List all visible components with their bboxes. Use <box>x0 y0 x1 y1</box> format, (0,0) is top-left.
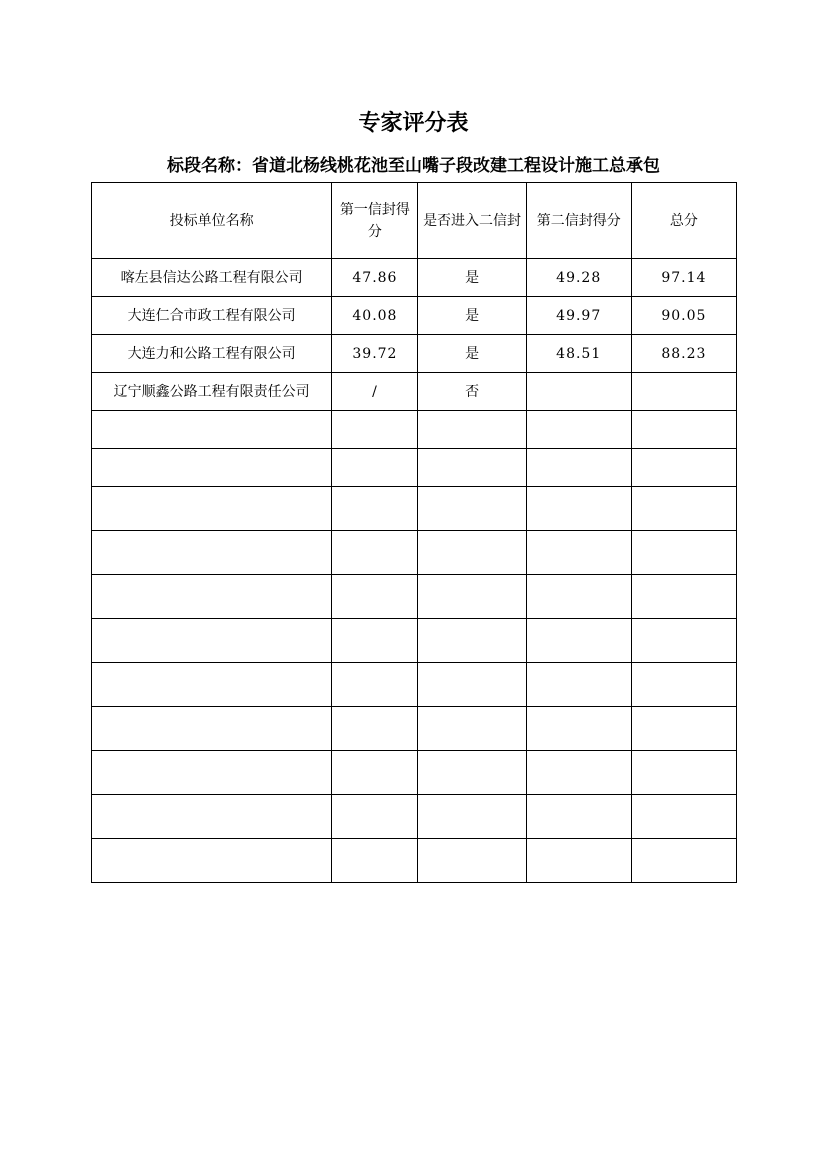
empty-cell <box>631 411 736 449</box>
empty-table-row <box>92 839 737 883</box>
second-score-cell: 49.97 <box>526 297 631 335</box>
score-table <box>91 182 737 883</box>
empty-cell <box>526 487 631 531</box>
empty-table-row <box>92 663 737 707</box>
empty-cell <box>418 663 526 707</box>
empty-cell <box>332 531 418 575</box>
empty-cell <box>631 663 736 707</box>
empty-cell <box>631 531 736 575</box>
empty-cell <box>418 487 526 531</box>
first-score-cell: 47.86 <box>332 259 418 297</box>
empty-cell <box>418 575 526 619</box>
empty-cell <box>526 619 631 663</box>
empty-cell <box>332 751 418 795</box>
empty-cell <box>631 487 736 531</box>
empty-cell <box>92 619 332 663</box>
empty-cell <box>631 707 736 751</box>
header-bidder-name: 投标单位名称 <box>92 183 332 259</box>
empty-cell <box>92 531 332 575</box>
empty-cell <box>418 839 526 883</box>
empty-cell <box>332 411 418 449</box>
table-row <box>92 335 737 373</box>
empty-table-row <box>92 449 737 487</box>
section-name: 标段名称：省道北杨线桃花池至山嘴子段改建工程设计施工总承包 <box>167 156 660 176</box>
empty-cell <box>92 663 332 707</box>
first-score-cell: 40.08 <box>332 297 418 335</box>
empty-cell <box>92 411 332 449</box>
table-row <box>92 259 737 297</box>
second-score-cell <box>526 373 631 411</box>
empty-table-row <box>92 619 737 663</box>
bidder-name-cell: 大连力和公路工程有限公司 <box>92 335 332 373</box>
empty-cell <box>526 751 631 795</box>
enter-second-cell: 是 <box>418 335 526 373</box>
empty-table-row <box>92 411 737 449</box>
empty-cell <box>526 411 631 449</box>
empty-cell <box>526 449 631 487</box>
enter-second-cell: 否 <box>418 373 526 411</box>
empty-cell <box>332 575 418 619</box>
empty-cell <box>526 575 631 619</box>
empty-cell <box>332 449 418 487</box>
empty-cell <box>631 575 736 619</box>
empty-table-row <box>92 751 737 795</box>
empty-cell <box>631 449 736 487</box>
empty-cell <box>631 839 736 883</box>
empty-table-row <box>92 707 737 751</box>
empty-cell <box>526 663 631 707</box>
empty-cell <box>332 839 418 883</box>
total-score-cell: 88.23 <box>631 335 736 373</box>
empty-cell <box>631 751 736 795</box>
table-header-row <box>92 183 737 259</box>
empty-table-row <box>92 575 737 619</box>
empty-cell <box>418 707 526 751</box>
first-score-cell: / <box>332 373 418 411</box>
empty-cell <box>418 751 526 795</box>
empty-cell <box>526 707 631 751</box>
empty-cell <box>526 531 631 575</box>
header-total-score: 总分 <box>631 183 736 259</box>
empty-cell <box>92 839 332 883</box>
empty-cell <box>332 663 418 707</box>
header-second-envelope-score: 第二信封得分 <box>526 183 631 259</box>
page-title: 专家评分表 <box>358 111 469 136</box>
empty-cell <box>332 795 418 839</box>
empty-cell <box>418 449 526 487</box>
first-score-cell: 39.72 <box>332 335 418 373</box>
table-row <box>92 297 737 335</box>
empty-cell <box>526 795 631 839</box>
bidder-name-cell: 辽宁顺鑫公路工程有限责任公司 <box>92 373 332 411</box>
empty-cell <box>92 487 332 531</box>
empty-cell <box>631 619 736 663</box>
total-score-cell: 90.05 <box>631 297 736 335</box>
empty-cell <box>418 531 526 575</box>
header-first-envelope-score: 第一信封得分 <box>332 183 418 259</box>
empty-cell <box>92 449 332 487</box>
table-row <box>92 373 737 411</box>
empty-cell <box>418 795 526 839</box>
enter-second-cell: 是 <box>418 297 526 335</box>
empty-cell <box>92 795 332 839</box>
second-score-cell: 49.28 <box>526 259 631 297</box>
empty-cell <box>92 707 332 751</box>
empty-table-row <box>92 531 737 575</box>
empty-cell <box>92 751 332 795</box>
empty-cell <box>526 839 631 883</box>
total-score-cell: 97.14 <box>631 259 736 297</box>
enter-second-cell: 是 <box>418 259 526 297</box>
bidder-name-cell: 大连仁合市政工程有限公司 <box>92 297 332 335</box>
bidder-name-cell: 喀左县信达公路工程有限公司 <box>92 259 332 297</box>
empty-cell <box>418 619 526 663</box>
empty-table-row <box>92 487 737 531</box>
empty-cell <box>418 411 526 449</box>
header-enter-second-envelope: 是否进入二信封 <box>418 183 526 259</box>
empty-cell <box>332 487 418 531</box>
empty-table-row <box>92 795 737 839</box>
second-score-cell: 48.51 <box>526 335 631 373</box>
total-score-cell <box>631 373 736 411</box>
empty-cell <box>332 707 418 751</box>
empty-cell <box>631 795 736 839</box>
empty-cell <box>92 575 332 619</box>
empty-cell <box>332 619 418 663</box>
